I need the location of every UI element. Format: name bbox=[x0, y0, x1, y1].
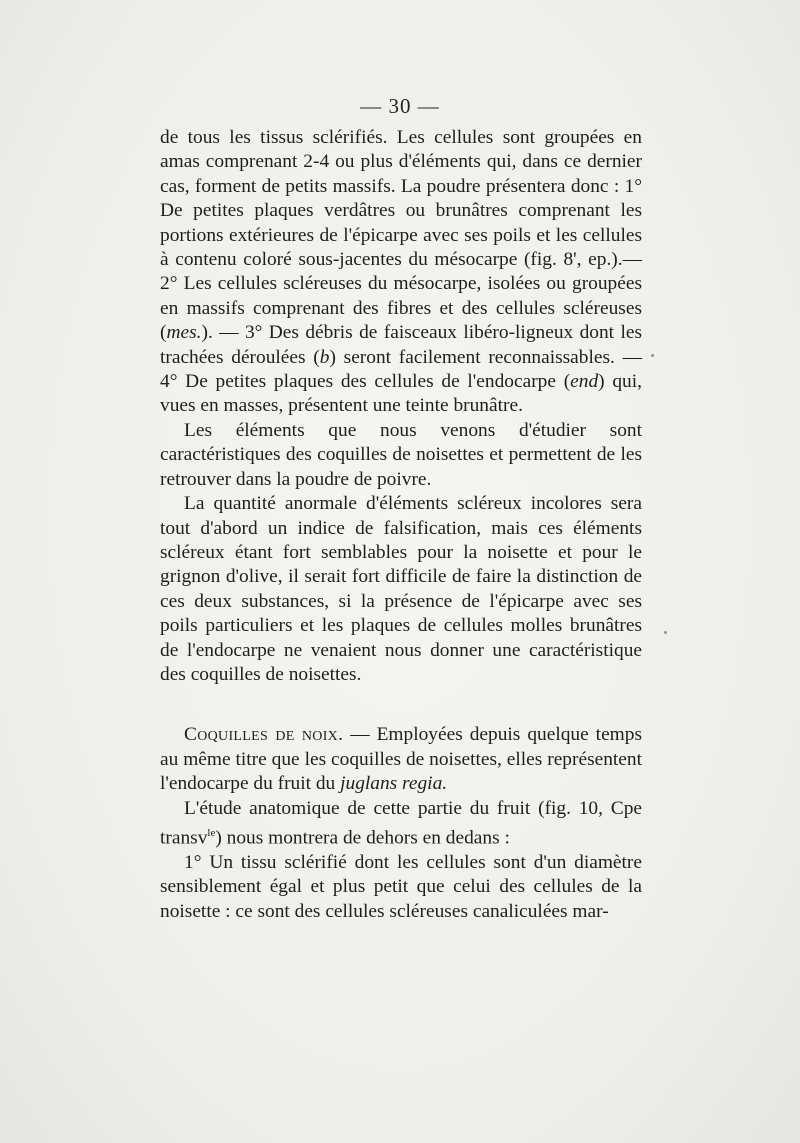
paper-speck bbox=[651, 354, 654, 357]
paragraph-6 bbox=[160, 851, 642, 924]
italic-run: mes. bbox=[166, 322, 202, 344]
paragraph-4 bbox=[160, 723, 642, 796]
italic-run: b bbox=[319, 346, 330, 368]
body-text bbox=[160, 126, 642, 924]
text-run: ) seront facilement reconnaissables. — 4° De petites plaques des cellules de l'endocarpe ( bbox=[160, 346, 642, 393]
text-run: Les éléments que nous venons d'étudier sont caractéristiques des coquilles de noisettes et permettent de les retrouver dans la poudre de poivre. bbox=[160, 419, 642, 490]
text-run: ) nous montrera de dehors en dedans : bbox=[215, 827, 510, 849]
paragraph-3 bbox=[160, 492, 642, 687]
text-run: 1° Un tissu sclérifié dont les cellules sont d'un diamètre sensiblement égal et plus petit que celui des cellules de la noisette : ce sont des cellules scléreuses canaliculées mar- bbox=[160, 851, 642, 922]
text-run: ) qui, vues en masses, présentent une teinte brunâtre. bbox=[160, 371, 642, 417]
paragraph-2 bbox=[160, 419, 642, 492]
text-run: — Employées depuis quelque temps au même titre que les coquilles de noisettes, elles représentent l'endocarpe du fruit du bbox=[160, 724, 642, 795]
text-run: L'étude anatomique de cette partie du fruit (fig. 10, Cpe transv bbox=[160, 797, 642, 849]
italic-run: juglans regia. bbox=[340, 773, 448, 795]
paper-speck bbox=[664, 631, 667, 634]
section-heading: Coquilles de noix. bbox=[184, 724, 344, 746]
paragraph-1 bbox=[160, 126, 642, 419]
text-run: de tous les tissus sclérifiés. Les cellules sont groupées en amas comprenant 2-4 ou plus d'éléments qui, dans ce dernier cas, forment de petits massifs. La poudre présentera donc : 1° De petites plaques verdâtres ou brunâtres comprenant les portions extérieures de l'épicarpe avec ses poils et les cellules à contenu coloré sous-jacentes du mésocarpe (fig. 8', ep.).—2° Les cellules scléreuses du mésocarpe, isolées ou groupées en massifs comprenant des fibres et des cellules scléreuses ( bbox=[160, 127, 642, 344]
paragraph-5 bbox=[160, 797, 642, 851]
superscript-run: le bbox=[207, 826, 216, 839]
italic-run: end bbox=[570, 371, 599, 393]
page-number: — 30 — bbox=[360, 94, 440, 118]
text-run: ). — 3° Des débris de faisceaux libéro-ligneux dont les trachées déroulées ( bbox=[160, 322, 642, 368]
text-run: La quantité anormale d'éléments scléreux incolores sera tout d'abord un indice de falsification, mais ces éléments scléreux étant fort semblables pour la noisette et pour le grignon d'olive, il serait fort difficile de faire la distinction de ces deux substances, si la présence de l'épicarpe avec ses poils particuliers et les plaques de cellules molles brunâtres de l'endocarpe ne venaient nous donner une caractéristique des coquilles de noisettes. bbox=[160, 493, 642, 685]
